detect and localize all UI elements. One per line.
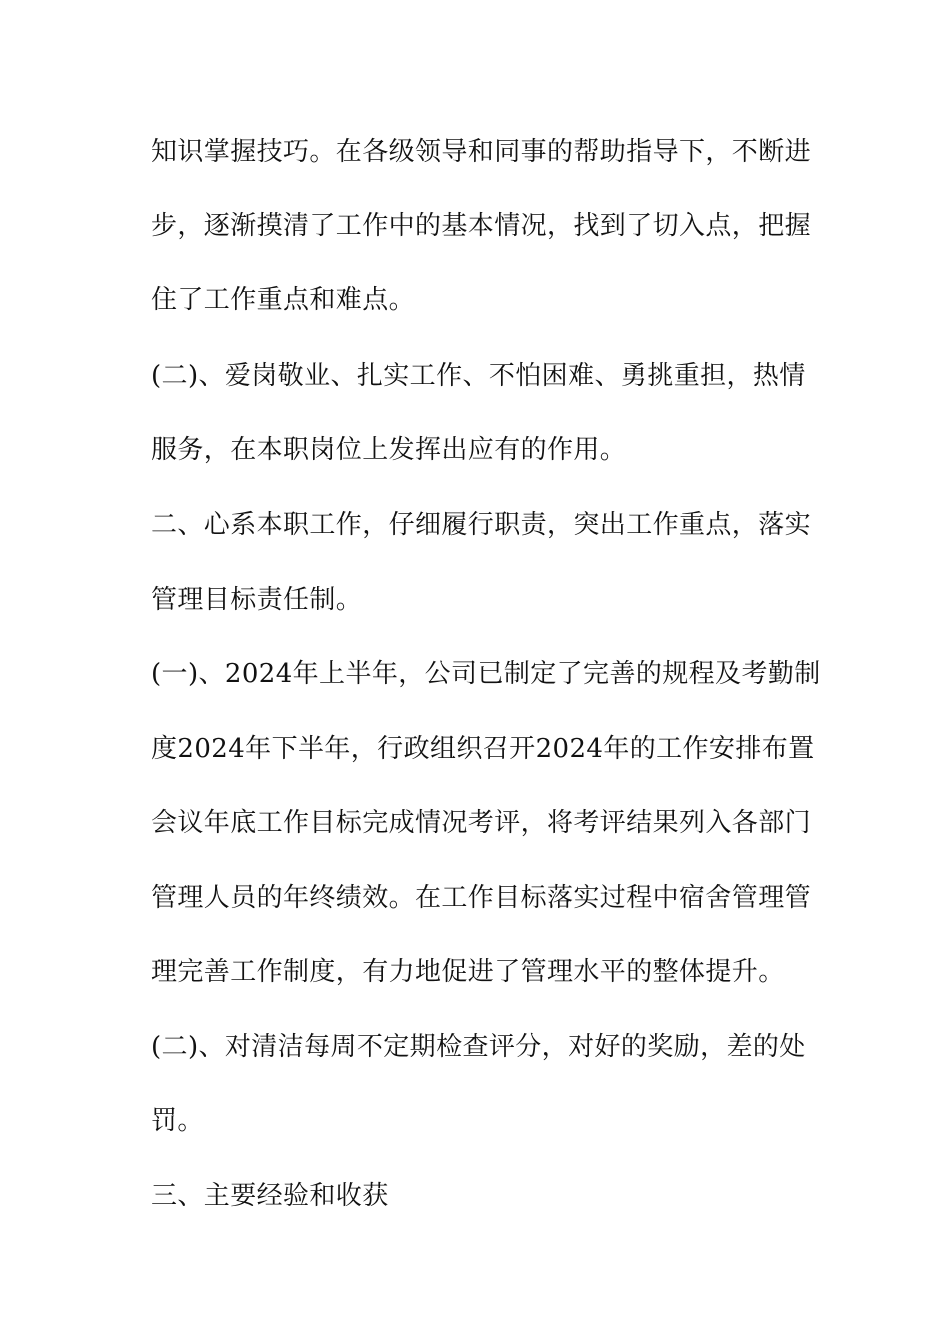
section-heading: (二)、爱岗敬业、扎实工作、不怕困难、勇挑重担，热情	[151, 361, 806, 391]
text-line: 管理目标责任制。	[151, 585, 363, 615]
text-line: 知识掌握技巧。在各级领导和同事的帮助指导下，不断进	[151, 137, 812, 167]
text-line: 步，逐渐摸清了工作中的基本情况，找到了切入点，把握	[151, 211, 812, 241]
text-line: 理完善工作制度，有力地促进了管理水平的整体提升。	[151, 957, 785, 987]
section-heading: 二、心系本职工作，仔细履行职责，突出工作重点，落实	[151, 510, 812, 540]
text-line: 服务，在本职岗位上发挥出应有的作用。	[151, 435, 627, 465]
text-line: 度2024年下半年，行政组织召开2024年的工作安排布置	[151, 734, 815, 764]
text-line: 罚。	[151, 1106, 204, 1136]
text-line: 会议年底工作目标完成情况考评，将考评结果列入各部门	[151, 808, 812, 838]
section-heading: (二)、对清洁每周不定期检查评分，对好的奖励，差的处	[151, 1032, 806, 1062]
text-line: 管理人员的年终绩效。在工作目标落实过程中宿舍管理管	[151, 883, 812, 913]
section-heading: (一)、2024年上半年，公司已制定了完善的规程及考勤制	[151, 659, 821, 689]
section-heading: 三、主要经验和收获	[151, 1181, 389, 1211]
text-line: 住了工作重点和难点。	[151, 285, 416, 315]
